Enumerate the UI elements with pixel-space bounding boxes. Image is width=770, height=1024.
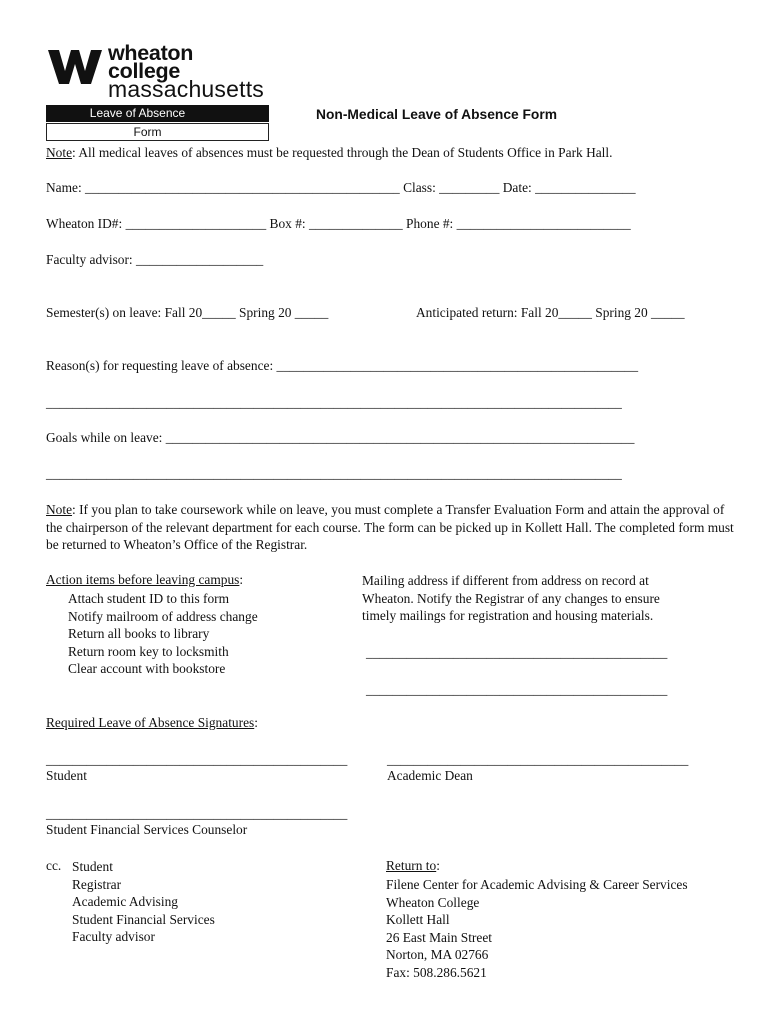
note-text: : All medical leaves of absences must be requested through the Dean of Students Office in Park Hall. [72, 145, 613, 160]
mailing-address-blank-2[interactable]: _____________________________________________ [366, 682, 668, 697]
sfs-signature-line[interactable]: _____________________________________________ [46, 806, 348, 821]
mailing-address-blank-1[interactable]: _____________________________________________ [366, 645, 668, 660]
faculty-advisor-field[interactable]: Faculty advisor: ___________________ [46, 252, 264, 267]
cc-list [72, 858, 215, 946]
reason-field-continued[interactable]: ______________________________________________________________________________________ [46, 395, 622, 410]
goals-field-continued[interactable]: ______________________________________________________________________________________ [46, 466, 622, 481]
reason-field[interactable]: Reason(s) for requesting leave of absence: ______________________________________________________ [46, 358, 639, 373]
mailing-line: Wheaton. Notify the Registrar of any changes to ensure [362, 590, 660, 606]
cc-item: Faculty advisor [72, 929, 155, 945]
return-address-line: Norton, MA 02766 [386, 947, 489, 963]
action-item: Notify mailroom of address change [68, 608, 258, 624]
wordmark-line-1: wheaton [108, 41, 194, 65]
wordmark-line-3: massachusetts [108, 76, 264, 102]
id-box-phone-field[interactable]: Wheaton ID#: _____________________ Box #: ______________ Phone #: __________________________ [46, 216, 631, 231]
action-item: Return room key to locksmith [68, 643, 229, 659]
sfs-signature-label: Student Financial Services Counselor [46, 822, 248, 837]
student-signature-label: Student [46, 768, 87, 783]
action-item: Clear account with bookstore [68, 661, 226, 677]
medical-leave-note [46, 145, 612, 161]
student-signature-line[interactable]: _____________________________________________ [46, 752, 348, 767]
form-tab: Form [46, 123, 269, 141]
name-class-date-field[interactable]: Name: _______________________________________________ Class: _________ Date: _______________ [46, 180, 636, 195]
wheaton-w-logo-icon [48, 50, 102, 88]
college-wordmark [108, 41, 264, 102]
dean-signature-line[interactable]: _____________________________________________ [387, 752, 689, 767]
cc-item: Academic Advising [72, 894, 178, 910]
signatures-heading: Required Leave of Absence Signatures: [46, 715, 258, 730]
leave-of-absence-tab: Leave of Absence [46, 105, 269, 122]
return-to-heading: Return to: [386, 858, 440, 873]
return-address-line: Fax: 508.286.5621 [386, 964, 487, 980]
coursework-note [46, 501, 736, 554]
action-item: Attach student ID to this form [68, 591, 230, 606]
cc-item: Student Financial Services [72, 911, 215, 927]
cc-item: Registrar [72, 876, 122, 892]
note-text: : If you plan to take coursework while on leave, you must complete a Transfer Evaluation Form and attain the approval of the chairperson of the relevant department for each course. The form can be picked up in Kollett Hall. The completed form must be returned to Wheaton’s Office of the Registrar. [46, 502, 734, 552]
mailing-line: timely mailings for registration and housing materials. [362, 608, 654, 624]
semester-leave-field[interactable]: Semester(s) on leave: Fall 20_____ Spring 20 _____ [46, 305, 329, 320]
form-title: Non-Medical Leave of Absence Form [316, 107, 557, 122]
goals-field[interactable]: Goals while on leave: ______________________________________________________________________ [46, 430, 635, 445]
action-items-list [68, 590, 258, 678]
return-address-line: 26 East Main Street [386, 929, 492, 945]
note-label: Note [46, 502, 73, 517]
return-address [386, 876, 688, 982]
dean-signature-label: Academic Dean [387, 768, 473, 783]
cc-label: cc. [46, 858, 62, 873]
note-label: Note [46, 145, 73, 160]
mailing-address-instructions [362, 572, 660, 625]
mailing-line: Mailing address if different from address on record at [362, 573, 649, 588]
return-address-line: Wheaton College [386, 894, 480, 910]
action-item: Return all books to library [68, 626, 210, 642]
cc-item: Student [72, 859, 113, 874]
wordmark-line-2: college [108, 59, 180, 83]
anticipated-return-field[interactable]: Anticipated return: Fall 20_____ Spring 20 _____ [416, 305, 685, 320]
action-items-heading: Action items before leaving campus: [46, 572, 244, 587]
return-address-line: Filene Center for Academic Advising & Career Services [386, 877, 688, 892]
return-address-line: Kollett Hall [386, 912, 450, 928]
